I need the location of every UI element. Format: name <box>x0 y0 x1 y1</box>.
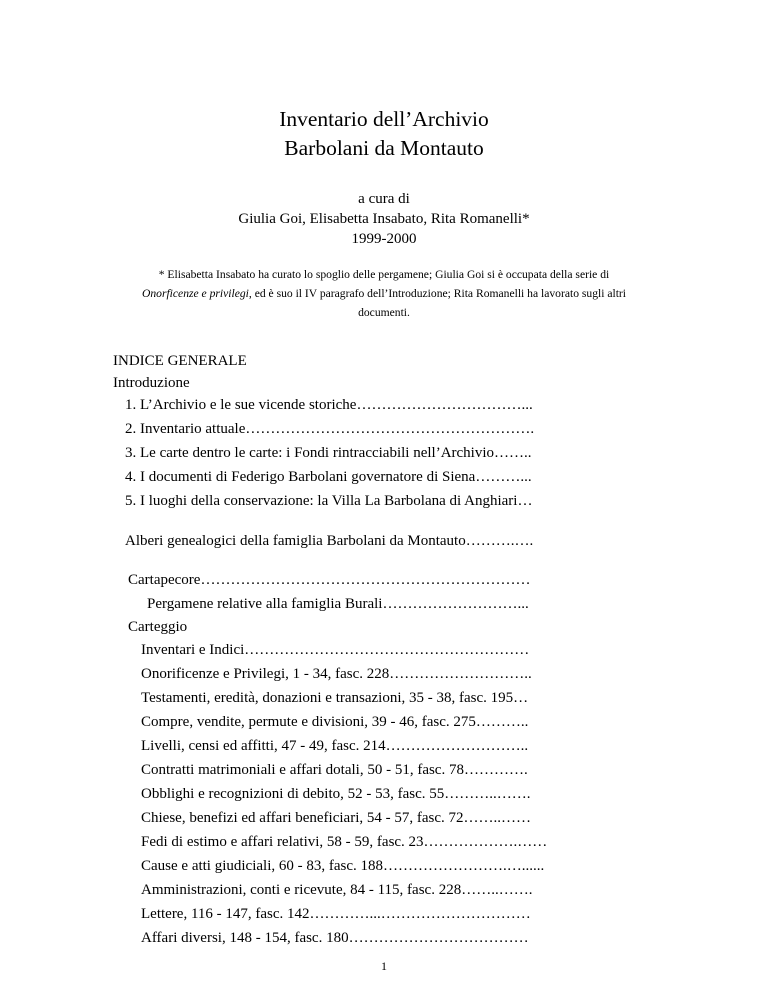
intro-item: 1. L’Archivio e le sue vicende storiche……………………………... <box>125 397 533 413</box>
footnote <box>100 265 668 322</box>
intro-item: 4. I documenti di Federigo Barbolani governatore di Siena………... <box>125 469 532 485</box>
introduzione-heading: Introduzione <box>113 375 190 391</box>
carteggio-item: Chiese, benefizi ed affari beneficiari, 54 - 57, fasc. 72……..…… <box>141 810 531 826</box>
years: 1999-2000 <box>351 231 417 247</box>
footnote-part-3: documenti. <box>358 306 410 319</box>
carteggio-item: Compre, vendite, permute e divisioni, 39 - 46, fasc. 275……….. <box>141 714 529 730</box>
carteggio-item: Amministrazioni, conti e ricevute, 84 - 115, fasc. 228……..……. <box>141 882 533 898</box>
index-heading: INDICE GENERALE <box>113 353 247 369</box>
carteggio-item: Cause e atti giudiciali, 60 - 83, fasc. 188…………………….…...... <box>141 858 545 874</box>
footnote-part-2: , ed è suo il IV paragrafo dell’Introduzione; Rita Romanelli ha lavorato sugli altri <box>248 287 627 300</box>
title-line-1: Inventario dell’Archivio <box>279 107 489 131</box>
page-number: 1 <box>381 959 387 973</box>
footnote-italic: Onorficenze e privilegi <box>141 287 249 300</box>
pergamene-burali: Pergamene relative alla famiglia Burali………………………... <box>147 596 529 612</box>
carteggio-item: Obblighi e recognizioni di debito, 52 - 53, fasc. 55………..……. <box>141 786 531 802</box>
cartapecore: Cartapecore………………………………………………………… <box>128 572 531 588</box>
intro-item: 2. Inventario attuale…………………………………………………. <box>125 421 535 437</box>
carteggio-item: Lettere, 116 - 147, fasc. 142…………...………………………… <box>141 906 531 922</box>
carteggio-heading: Carteggio <box>128 619 188 635</box>
carteggio-item: Fedi di estimo e affari relativi, 58 - 59, fasc. 23……………….…… <box>141 834 548 850</box>
footnote-part-1: * Elisabetta Insabato ha curato lo spoglio delle pergamene; Giulia Goi si è occupata della serie di <box>158 268 610 281</box>
curated-by: a cura di <box>358 191 410 207</box>
alberi-genealogici: Alberi genealogici della famiglia Barbolani da Montauto……….…. <box>125 533 534 549</box>
carteggio-item: Testamenti, eredità, donazioni e transazioni, 35 - 38, fasc. 195… <box>141 690 529 706</box>
authors: Giulia Goi, Elisabetta Insabato, Rita Romanelli* <box>238 211 530 227</box>
carteggio-item: Livelli, censi ed affitti, 47 - 49, fasc. 214……………………….. <box>141 738 529 754</box>
intro-item: 3. Le carte dentro le carte: i Fondi rintracciabili nell’Archivio…….. <box>125 445 532 461</box>
carteggio-item: Inventari e Indici………………………………………………… <box>141 642 530 658</box>
carteggio-item: Onorificenze e Privilegi, 1 - 34, fasc. 228……………………….. <box>141 666 532 682</box>
carteggio-item: Contratti matrimoniali e affari dotali, 50 - 51, fasc. 78…………. <box>141 762 528 778</box>
title-line-2: Barbolani da Montauto <box>284 136 484 160</box>
carteggio-item: Affari diversi, 148 - 154, fasc. 180……………………………… <box>141 930 529 946</box>
intro-item: 5. I luoghi della conservazione: la Villa La Barbolana di Anghiari… <box>125 493 533 509</box>
